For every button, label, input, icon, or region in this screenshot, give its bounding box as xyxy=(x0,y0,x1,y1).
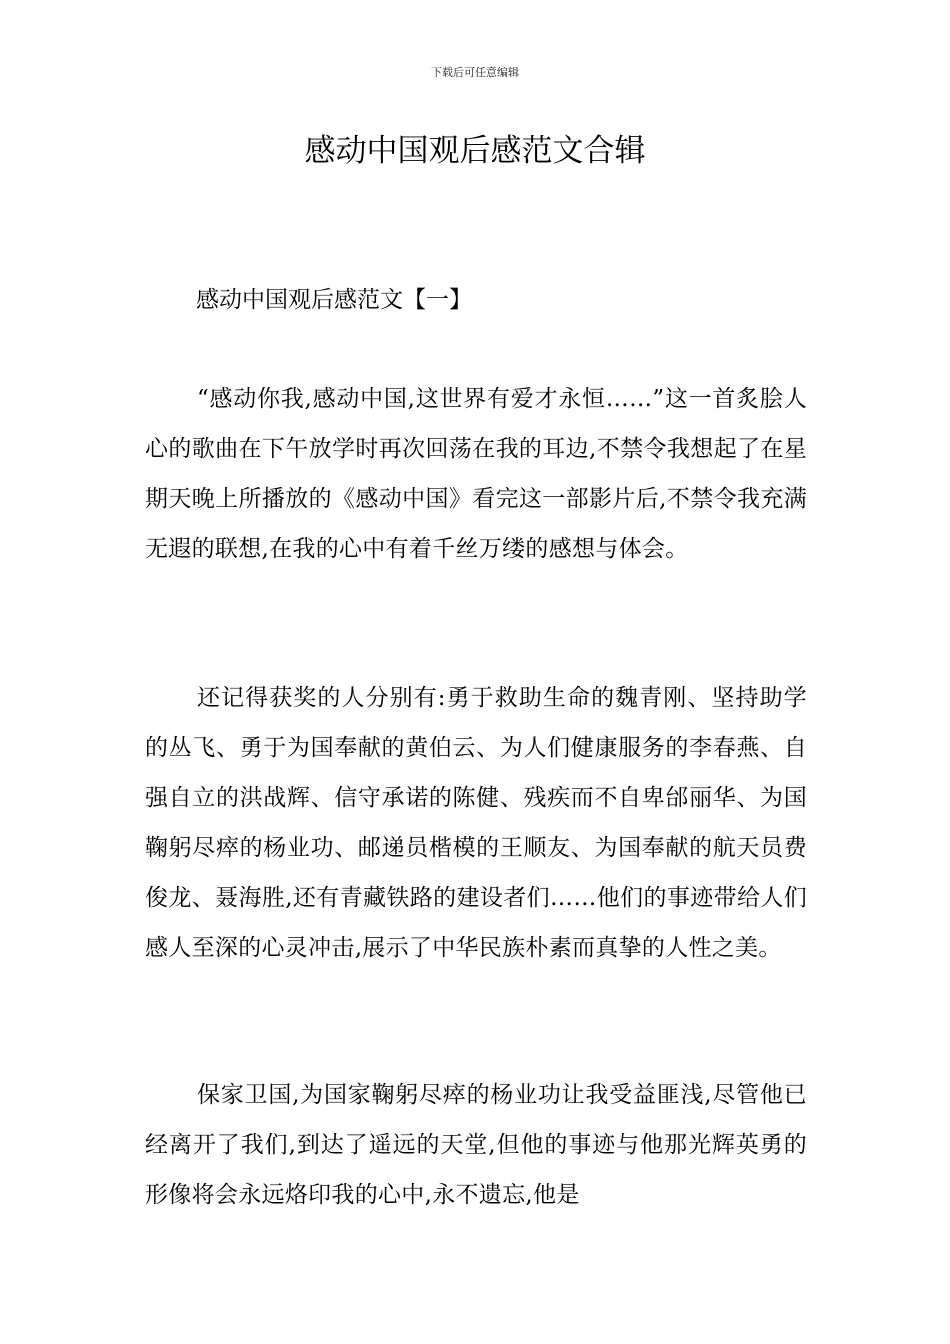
paragraph-1: “感动你我,感动中国,这世界有爱才永恒……”这一首炙脍人心的歌曲在下午放学时再次回荡在我的耳边,不禁令我想起了在星期天晚上所播放的《感动中国》看完这一部影片后,不禁令我充满无遐的联想,在我的心中有着千丝万缕的感想与体会。 xyxy=(145,386,807,562)
header-note: 下载后可任意编辑 xyxy=(431,66,519,79)
paragraph-3: 保家卫国,为国家鞠躬尽瘁的杨业功让我受益匪浅,尽管他已经离开了我们,到达了遥远的天堂,但他的事迹与他那光辉英勇的形像将会永远烙印我的心中,永不遗忘,他是 xyxy=(145,1082,807,1208)
section-heading: 感动中国观后感范文【一】 xyxy=(196,287,472,313)
document-title: 感动中国观后感范文合辑 xyxy=(304,133,646,169)
paragraph-2: 还记得获奖的人分别有:勇于救助生命的魏青刚、坚持助学的丛飞、勇于为国奉献的黄伯云、为人们健康服务的李春燕、自强自立的洪战辉、信守承诺的陈健、残疾而不自卑邰丽华、为国鞠躬尽瘁的杨业功、邮递员楷模的王顺友、为国奉献的航天员费俊龙、聂海胜,还有青藏铁路的建设者们……他们的事迹带给人们感人至深的心灵冲击,展示了中华民族朴素而真挚的人性之美。 xyxy=(145,685,807,961)
